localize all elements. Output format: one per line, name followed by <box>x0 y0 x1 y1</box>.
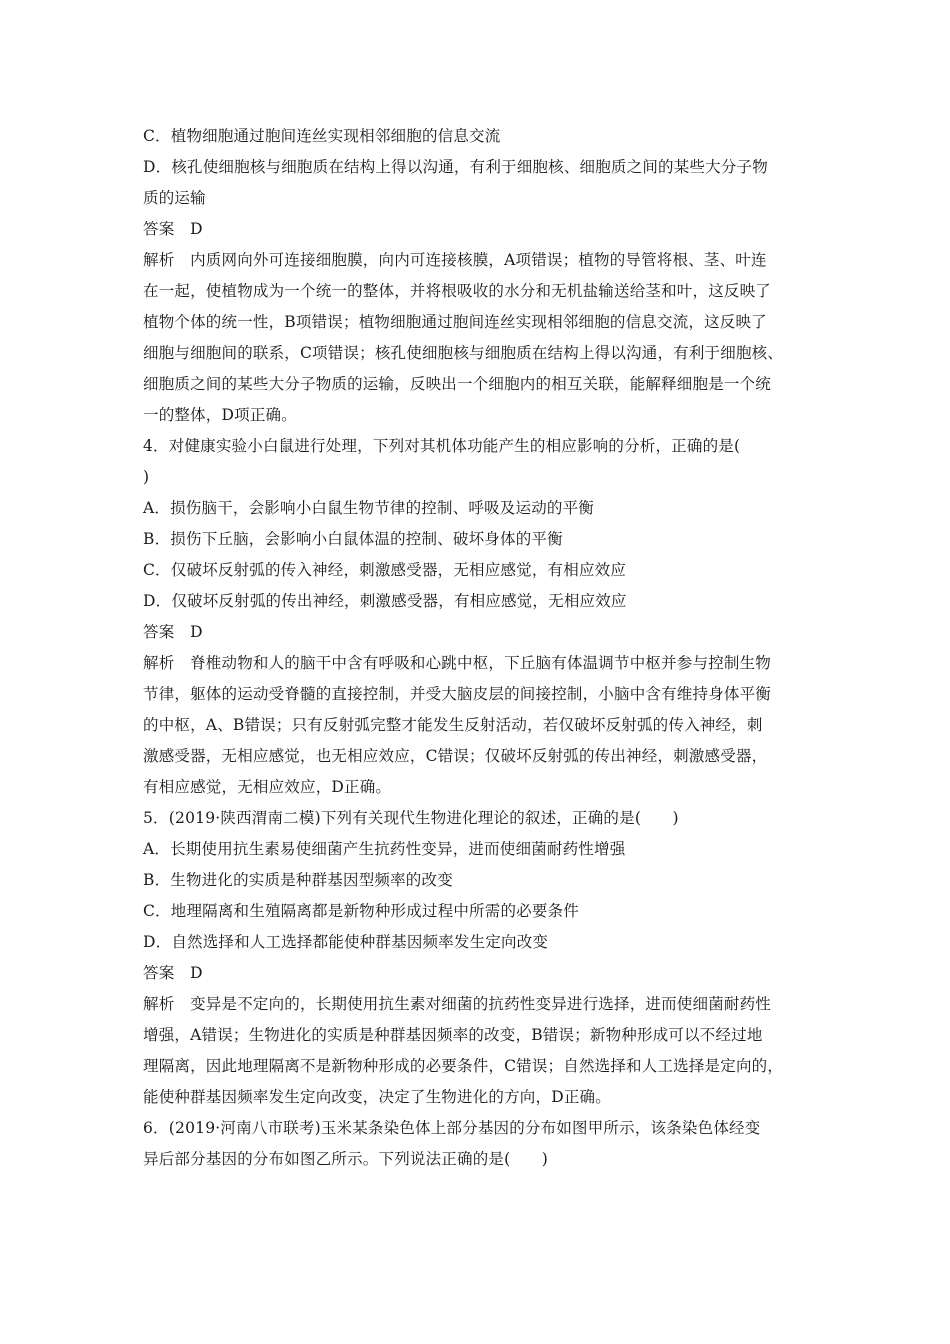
text-line: 答案 D <box>143 623 203 641</box>
text-line: 答案 D <box>143 964 203 982</box>
text-line: C．植物细胞通过胞间连丝实现相邻细胞的信息交流 <box>143 127 501 145</box>
text-line: 解析 内质网向外可连接细胞膜，向内可连接核膜，A项错误；植物的导管将根、茎、叶连 <box>143 251 767 269</box>
text-line: B．损伤下丘脑，会影响小白鼠体温的控制、破坏身体的平衡 <box>143 530 563 548</box>
text-line: 能使种群基因频率发生定向改变，决定了生物进化的方向，D正确。 <box>143 1088 611 1106</box>
text-line: 解析 变异是不定向的，长期使用抗生素对细菌的抗药性变异进行选择，进而使细菌耐药性 <box>143 995 772 1013</box>
text-line: 植物个体的统一性，B项错误；植物细胞通过胞间连丝实现相邻细胞的信息交流，这反映了 <box>143 313 767 331</box>
text-line: 6．(2019·河南八市联考)玉米某条染色体上部分基因的分布如图甲所示，该条染色体经变 <box>143 1119 761 1137</box>
text-line: D．核孔使细胞核与细胞质在结构上得以沟通，有利于细胞核、细胞质之间的某些大分子物 <box>143 158 768 176</box>
text-line: C．地理隔离和生殖隔离都是新物种形成过程中所需的必要条件 <box>143 902 579 920</box>
text-line: 有相应感觉，无相应效应，D正确。 <box>143 778 392 796</box>
text-line: D．仅破坏反射弧的传出神经，刺激感受器，有相应感觉，无相应效应 <box>143 592 627 610</box>
text-line: ) <box>143 468 150 486</box>
text-line: 5．(2019·陕西渭南二模)下列有关现代生物进化理论的叙述，正确的是( ) <box>143 809 679 827</box>
text-line: 节律，躯体的运动受脊髓的直接控制，并受大脑皮层的间接控制，小脑中含有维持身体平衡 <box>143 685 772 703</box>
text-line: 一的整体，D项正确。 <box>143 406 297 424</box>
text-line: C．仅破坏反射弧的传入神经，刺激感受器，无相应感觉，有相应效应 <box>143 561 627 579</box>
text-line: 答案 D <box>143 220 203 238</box>
document-body <box>143 121 823 1175</box>
text-line: 解析 脊椎动物和人的脑干中含有呼吸和心跳中枢，下丘脑有体温调节中枢并参与控制生物 <box>143 654 772 672</box>
text-line: 细胞质之间的某些大分子物质的运输，反映出一个细胞内的相互关联，能解释细胞是一个统 <box>143 375 772 393</box>
text-line: 增强，A错误；生物进化的实质是种群基因频率的改变，B错误；新物种形成可以不经过地 <box>143 1026 763 1044</box>
text-line: A．长期使用抗生素易使细菌产生抗药性变异，进而使细菌耐药性增强 <box>143 840 626 858</box>
text-line: 细胞与细胞间的联系，C项错误；核孔使细胞核与细胞质在结构上得以沟通，有利于细胞核、 <box>143 344 784 362</box>
text-line: 在一起，使植物成为一个统一的整体，并将根吸收的水分和无机盐输送给茎和叶，这反映了 <box>143 282 772 300</box>
text-line: 质的运输 <box>143 189 206 207</box>
text-line: B．生物进化的实质是种群基因型频率的改变 <box>143 871 453 889</box>
text-line: A．损伤脑干，会影响小白鼠生物节律的控制、呼吸及运动的平衡 <box>143 499 594 517</box>
text-line: 激感受器，无相应感觉，也无相应效应，C错误；仅破坏反射弧的传出神经，刺激感受器， <box>143 747 768 765</box>
text-line: 4．对健康实验小白鼠进行处理，下列对其机体功能产生的相应影响的分析，正确的是( <box>143 437 741 455</box>
text-line: 理隔离，因此地理隔离不是新物种形成的必要条件，C错误；自然选择和人工选择是定向的， <box>143 1057 784 1075</box>
text-line: D．自然选择和人工选择都能使种群基因频率发生定向改变 <box>143 933 549 951</box>
text-line: 异后部分基因的分布如图乙所示。下列说法正确的是( ) <box>143 1150 548 1168</box>
text-line: 的中枢，A、B错误；只有反射弧完整才能发生反射活动，若仅破坏反射弧的传入神经，刺 <box>143 716 763 734</box>
